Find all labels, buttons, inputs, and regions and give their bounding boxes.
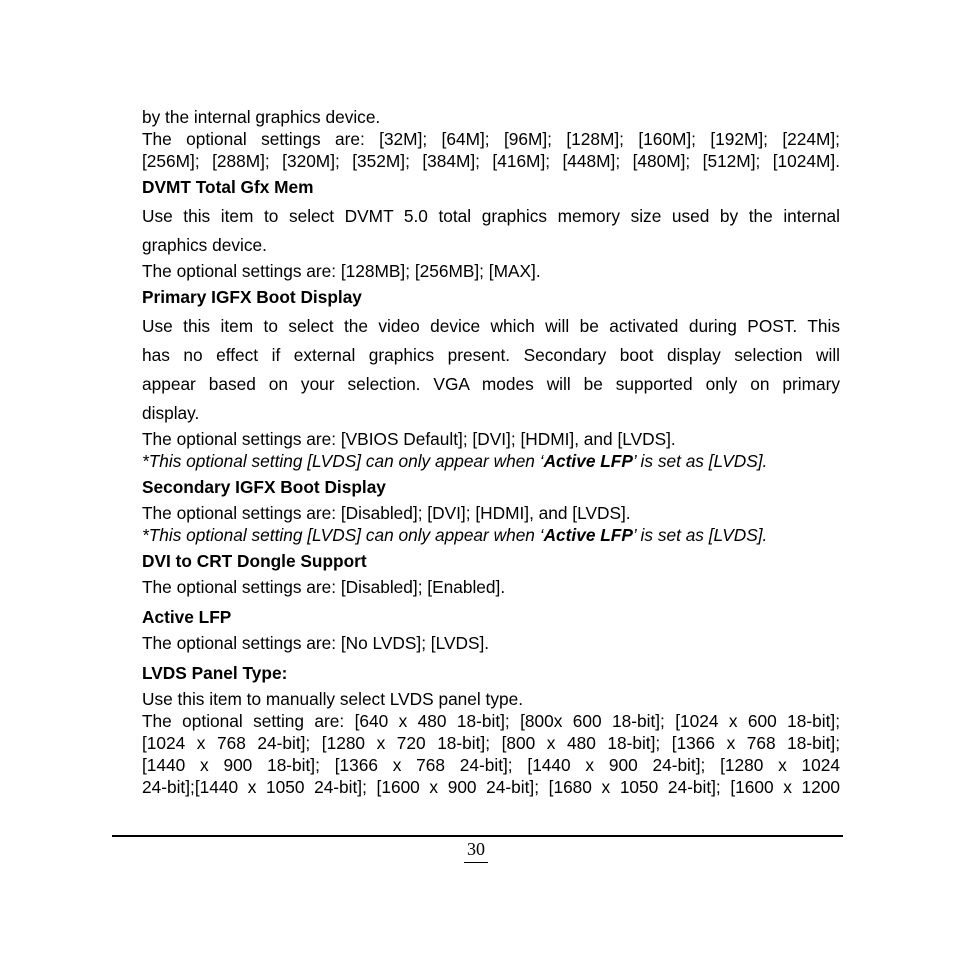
section-heading-primary-igfx: Primary IGFX Boot Display: [142, 287, 362, 307]
text-line: [256M]; [288M]; [320M]; [352M]; [384M]; [416M]; [448M]; [480M]; [512M]; [1024M].: [142, 151, 840, 171]
note-text: ’ is set as [LVDS].: [632, 451, 768, 471]
note-text: *This optional setting [LVDS] can only appear when ‘: [142, 525, 544, 545]
page-number: 30: [467, 839, 485, 859]
section-heading-lvds-panel: LVDS Panel Type:: [142, 663, 288, 683]
document-body: [142, 106, 840, 798]
text-line: display.: [142, 403, 200, 423]
text-line: The optional setting are: [640 x 480 18-bit]; [800x 600 18-bit]; [1024 x 600 18-bit];: [142, 711, 840, 731]
text-line: The optional settings are: [32M]; [64M]; [96M]; [128M]; [160M]; [192M]; [224M];: [142, 129, 840, 149]
text-line: appear based on your selection. VGA modes will be supported only on primary: [142, 374, 840, 394]
note-emphasis: Active LFP: [543, 451, 633, 471]
note-text: ’ is set as [LVDS].: [632, 525, 768, 545]
note-line: [142, 524, 840, 546]
text-line: by the internal graphics device.: [142, 107, 381, 127]
text-line: graphics device.: [142, 235, 267, 255]
section-heading-active-lfp: Active LFP: [142, 607, 232, 627]
text-line: The optional settings are: [VBIOS Default]; [DVI]; [HDMI], and [LVDS].: [142, 429, 676, 449]
text-line: The optional settings are: [No LVDS]; [LVDS].: [142, 633, 490, 653]
text-line: has no effect if external graphics present. Secondary boot display selection will: [142, 345, 840, 365]
note-text: *This optional setting [LVDS] can only appear when ‘: [142, 451, 544, 471]
note-emphasis: Active LFP: [543, 525, 633, 545]
page-number-underline: [464, 862, 488, 863]
text-line: [1440 x 900 18-bit]; [1366 x 768 24-bit]; [1440 x 900 24-bit]; [1280 x 1024: [142, 755, 840, 775]
text-line: [1024 x 768 24-bit]; [1280 x 720 18-bit]; [800 x 480 18-bit]; [1366 x 768 18-bit];: [142, 733, 840, 753]
section-heading-secondary-igfx: Secondary IGFX Boot Display: [142, 477, 386, 497]
footer-rule: [112, 835, 843, 837]
text-line: 24-bit];[1440 x 1050 24-bit]; [1600 x 900 24-bit]; [1680 x 1050 24-bit]; [1600 x 1200: [142, 777, 840, 797]
section-heading-dvi-crt: DVI to CRT Dongle Support: [142, 551, 367, 571]
text-line: The optional settings are: [Disabled]; [Enabled].: [142, 577, 506, 597]
text-line: The optional settings are: [Disabled]; [DVI]; [HDMI], and [LVDS].: [142, 503, 631, 523]
text-line: Use this item to manually select LVDS panel type.: [142, 689, 524, 709]
section-heading-dvmt: DVMT Total Gfx Mem: [142, 177, 314, 197]
text-line: The optional settings are: [128MB]; [256MB]; [MAX].: [142, 261, 541, 281]
text-line: Use this item to select DVMT 5.0 total graphics memory size used by the internal: [142, 206, 840, 226]
text-line: Use this item to select the video device which will be activated during POST. This: [142, 316, 840, 336]
note-line: [142, 450, 840, 472]
